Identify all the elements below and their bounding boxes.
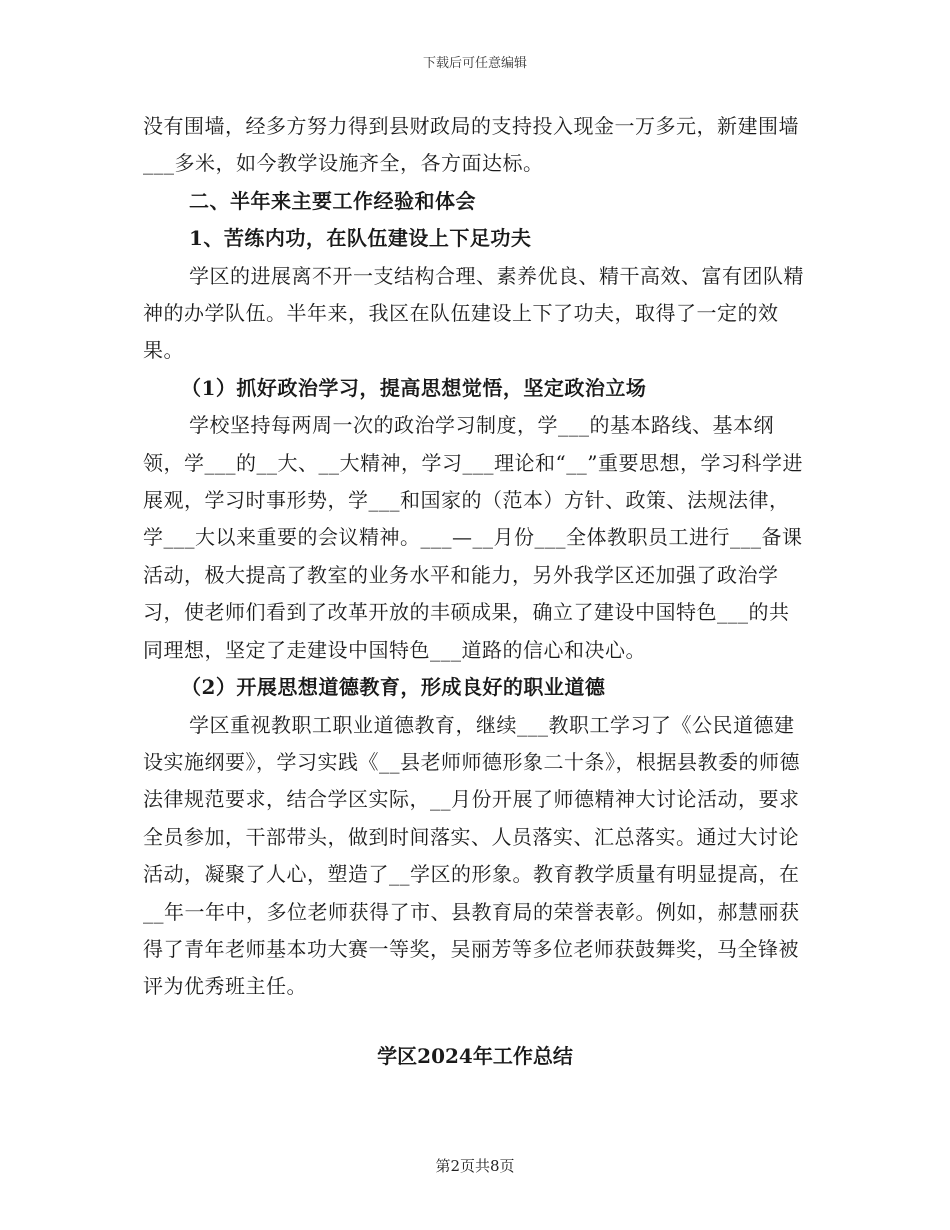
subsection-heading: （2）开展思想道德教育，形成良好的职业道德 (181, 675, 606, 700)
paragraph: 学区的进展离不开一支结构合理、素养优良、精干高效、富有团队精神的办学队伍。半年来，我区在队伍建设上下了功夫，取得了一定的效果。 (143, 263, 804, 363)
page-header-note: 下载后可任意编辑 (422, 56, 527, 71)
subsection-heading: 1、苦练内功，在队伍建设上下足功夫 (189, 226, 532, 251)
section-heading: 二、半年来主要工作经验和体会 (189, 188, 476, 213)
document-body (143, 108, 807, 1006)
subsection-heading: （1）抓好政治学习，提高思想觉悟，坚定政治立场 (181, 375, 647, 400)
page-number: 第2页共8页 (435, 1157, 515, 1175)
paragraph: 学区重视教职工职业道德教育，继续___教职工学习了《公民道德建设实施纲要》，学习实践《__县老师师德形象二十条》，根据县教委的师德法律规范要求，结合学区实际，__月份开展了师德精神大讨论活动，要求全员参加，干部带头，做到时间落实、人员落实、汇总落实。通过大讨论活动，凝聚了人心，塑造了__学区的形象。教育教学质量有明显提高，在__年一年中，多位老师获得了市、县教育局的荣誉表彰。例如，郝慧丽获得了青年老师基本功大赛一等奖，吴丽芳等多位老师获鼓舞奖，马全锋被评为优秀班主任。 (143, 712, 800, 999)
document-title: 学区2024年工作总结 (377, 1044, 573, 1068)
paragraph: 没有围墙，经多方努力得到县财政局的支持投入现金一万多元，新建围墙___多米，如今教学设施齐全，各方面达标。 (143, 114, 799, 176)
paragraph: 学校坚持每两周一次的政治学习制度，学___的基本路线、基本纲领，学___的__大、__大精神，学习___理论和“__”重要思想，学习科学进展观，学习时事形势，学___和国家的（范本）方针、政策、法规法律，学___大以来重要的会议精神。___—__月份___全体教职员工进行___备课活动，极大提高了教室的业务水平和能力，另外我学区还加强了政治学习，使老师们看到了改革开放的丰硕成果，确立了建设中国特色___的共同理想，坚定了走建设中国特色___道路的信心和决心。 (143, 413, 803, 662)
